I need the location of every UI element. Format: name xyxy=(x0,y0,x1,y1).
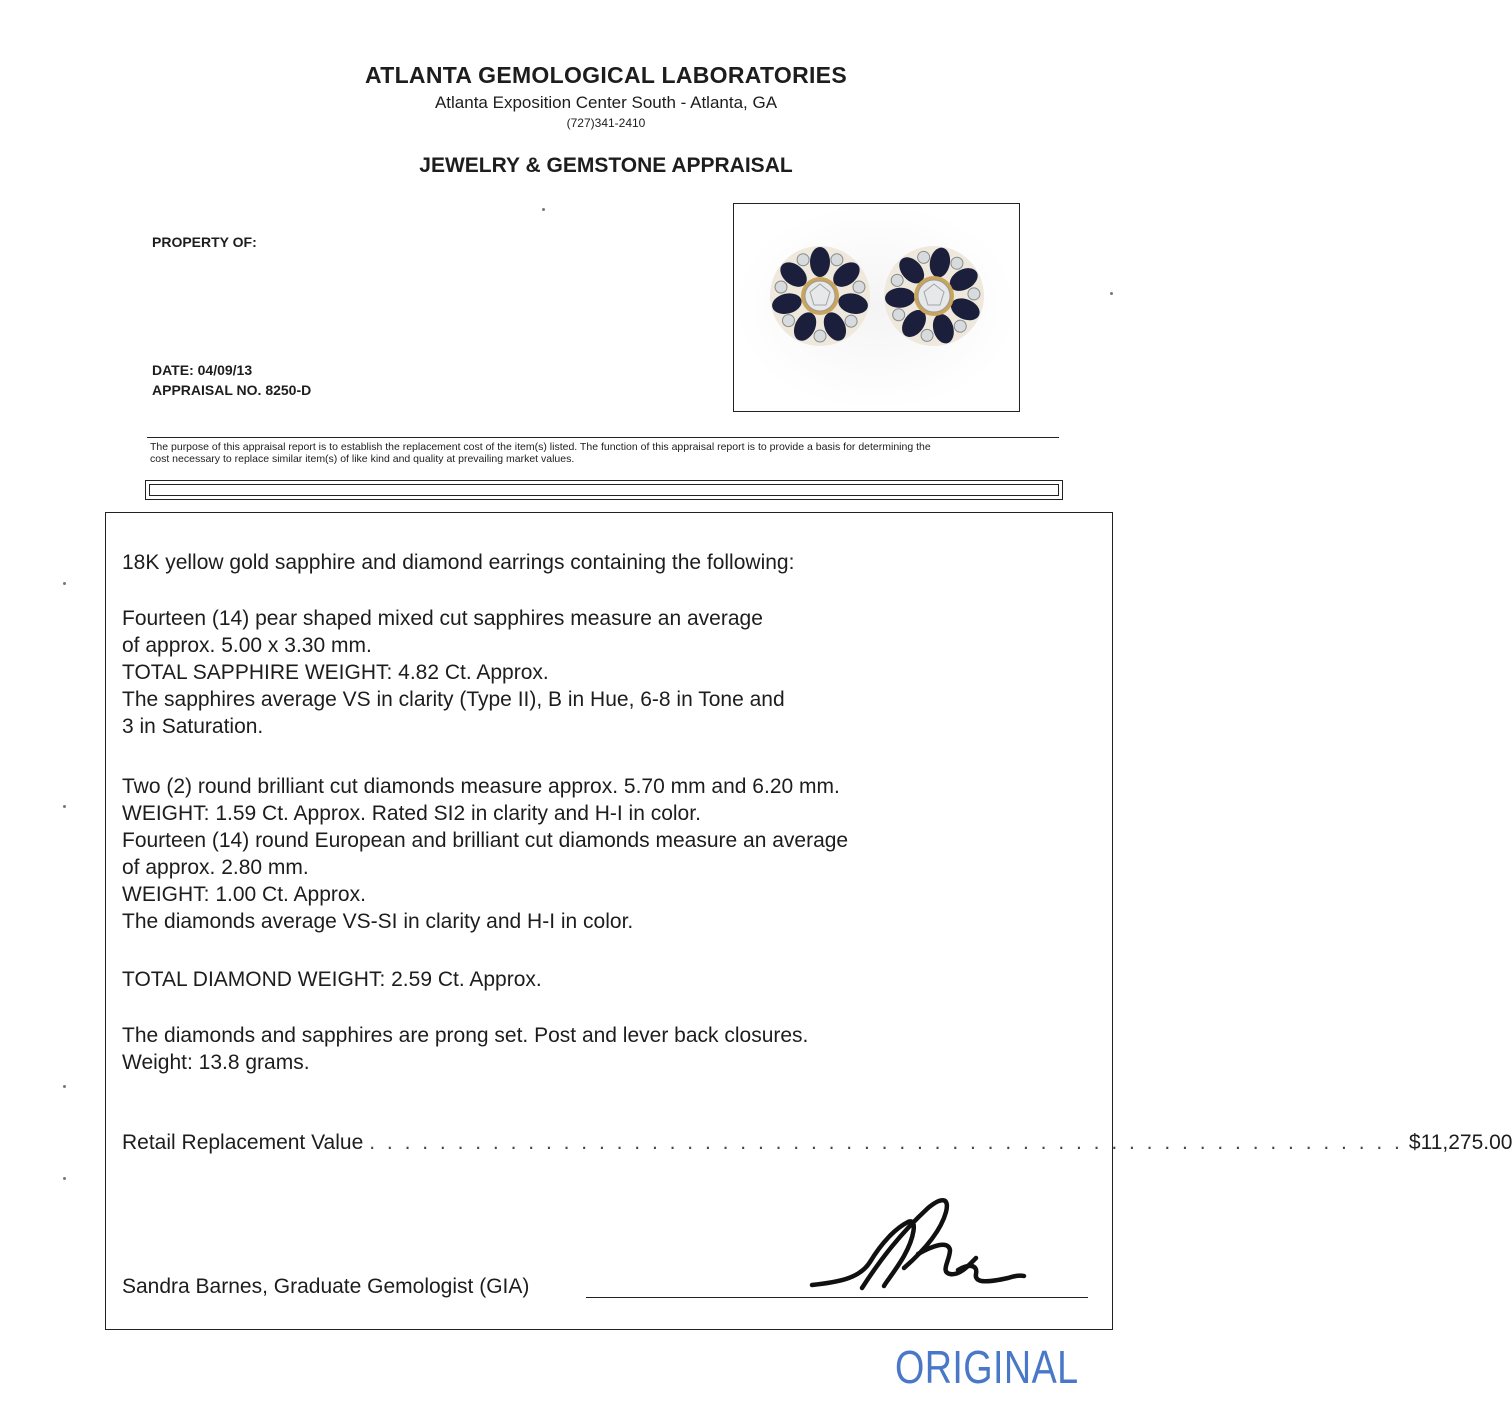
property-of-label: PROPERTY OF: xyxy=(152,234,257,250)
retail-value-label: Retail Replacement Value xyxy=(122,1131,364,1154)
diamond-line: of approx. 2.80 mm. xyxy=(122,856,309,879)
original-stamp: ORIGINAL xyxy=(895,1341,1079,1393)
scan-speck xyxy=(1110,292,1113,295)
scan-speck xyxy=(63,1085,66,1088)
decorative-double-box-inner xyxy=(149,484,1059,496)
sapphire-line: Fourteen (14) pear shaped mixed cut sapphires measure an average xyxy=(122,607,763,630)
scan-speck xyxy=(63,805,66,808)
diamond-line: Fourteen (14) round European and brilliant cut diamonds measure an average xyxy=(122,829,849,852)
sapphire-line: 3 in Saturation. xyxy=(122,715,264,738)
right-earring xyxy=(884,246,984,346)
purpose-line-1: The purpose of this appraisal report is to establish the replacement cost of the item(s) listed. The function of this appraisal report is to provide a basis for determining the xyxy=(150,441,931,453)
leader-dots: . . . . . . . . . . . . . . . . . . . . . . . . . . . . . . . . . . . . . . . . . . . . . . . . . . . . . . . . . . . xyxy=(369,1131,1403,1154)
appraiser-name: Sandra Barnes, Graduate Gemologist (GIA) xyxy=(122,1275,530,1298)
purpose-rule xyxy=(147,437,1059,438)
setting-line: Weight: 13.8 grams. xyxy=(122,1051,310,1074)
sapphire-line: of approx. 5.00 x 3.30 mm. xyxy=(122,634,372,657)
setting-line: The diamonds and sapphires are prong set. Post and lever back closures. xyxy=(122,1024,809,1047)
setting-section xyxy=(122,1022,808,1076)
sapphire-line: The sapphires average VS in clarity (Type II), B in Hue, 6-8 in Tone and xyxy=(122,688,785,711)
lab-address: Atlanta Exposition Center South - Atlanta, GA xyxy=(434,93,778,112)
appraisal-number-label: APPRAISAL NO. xyxy=(152,382,262,398)
total-diamond-weight: TOTAL DIAMOND WEIGHT: 2.59 Ct. Approx. xyxy=(122,968,542,991)
scan-speck xyxy=(63,1177,66,1180)
date-row xyxy=(152,362,252,378)
purpose-line-2: cost necessary to replace similar item(s) of like kind and quality at prevailing market values. xyxy=(150,453,575,465)
earrings-photo-icon xyxy=(734,204,1018,410)
retail-value-row xyxy=(122,1131,1512,1155)
left-earring xyxy=(770,246,870,346)
handwritten-signature-icon xyxy=(800,1190,1030,1300)
lab-phone: (727)341-2410 xyxy=(566,116,646,130)
sapphire-line: TOTAL SAPPHIRE WEIGHT: 4.82 Ct. Approx. xyxy=(122,661,549,684)
appraisal-number-row xyxy=(152,382,311,398)
date-value: 04/09/13 xyxy=(197,362,253,378)
date-label: DATE: xyxy=(152,362,194,378)
diamond-section xyxy=(122,773,848,935)
diamond-line: The diamonds average VS-SI in clarity and H-I in color. xyxy=(122,910,634,933)
diamond-line: WEIGHT: 1.00 Ct. Approx. xyxy=(122,883,366,906)
description-intro: 18K yellow gold sapphire and diamond earrings containing the following: xyxy=(122,551,795,574)
scan-speck xyxy=(542,208,545,211)
scan-speck xyxy=(63,582,66,585)
appraisal-number-value: 8250-D xyxy=(265,382,312,398)
diamond-line: Two (2) round brilliant cut diamonds measure approx. 5.70 mm and 6.20 mm. xyxy=(122,775,840,798)
document-title: JEWELRY & GEMSTONE APPRAISAL xyxy=(419,154,793,177)
lab-name: ATLANTA GEMOLOGICAL LABORATORIES xyxy=(365,62,847,88)
earrings-photo xyxy=(733,203,1020,412)
purpose-statement xyxy=(150,441,1055,465)
diamond-line: WEIGHT: 1.59 Ct. Approx. Rated SI2 in clarity and H-I in color. xyxy=(122,802,701,825)
retail-value-amount: $11,275.00 xyxy=(1408,1131,1512,1154)
sapphire-section xyxy=(122,605,785,740)
